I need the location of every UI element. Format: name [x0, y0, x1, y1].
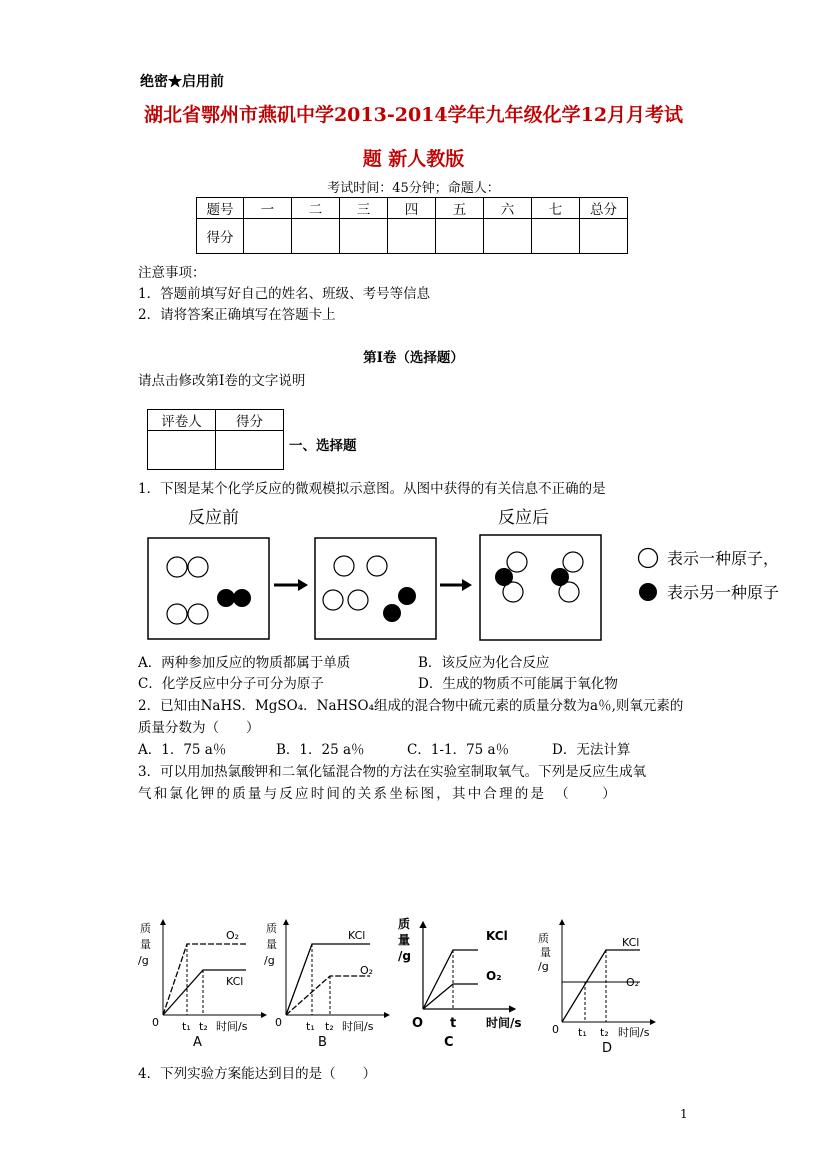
white-atom — [507, 552, 527, 572]
score-cell — [388, 219, 436, 254]
white-atom — [188, 557, 208, 577]
score-header: 三 — [340, 198, 388, 219]
t1-label: t₁ — [578, 1026, 587, 1039]
y-axis-label: 质 — [398, 917, 411, 931]
page-number: 1 — [680, 1107, 688, 1121]
black-atom — [551, 568, 569, 586]
q2-stem-line1: 2．已知由NaHS．MgSO₄．NaHSO₄组成的混合物中硫元素的质量分数为a％,则氧元素的 — [138, 698, 684, 714]
score-cell — [292, 219, 340, 254]
exam-title-line1: 湖北省鄂州市燕矶中学2013-2014学年九年级化学12月月考试 — [143, 104, 684, 126]
t2-label: t₂ — [325, 1020, 334, 1033]
graph-a — [138, 920, 266, 1050]
t1-label: t₁ — [182, 1020, 191, 1033]
graph-letter: A — [193, 1035, 202, 1050]
legend-black-atom — [639, 583, 657, 601]
score-cell — [436, 219, 484, 254]
x-axis-label: 时间/s — [216, 1020, 248, 1033]
graph-c — [398, 916, 522, 1050]
score-header: 五 — [436, 198, 484, 219]
score-header: 六 — [484, 198, 532, 219]
series-label-bottom: KCl — [226, 975, 244, 988]
origin-label: 0 — [152, 1016, 159, 1029]
q2-option-b: B．1．25 a％ — [276, 742, 365, 758]
q2-option-a: A．1．75 a％ — [138, 742, 227, 758]
q1-stem: 1．下图是某个化学反应的微观模拟示意图。从图中获得的有关信息不正确的是 — [138, 481, 606, 497]
graph-letter: B — [318, 1035, 327, 1050]
x-axis-label: 时间/s — [618, 1026, 650, 1039]
white-atom — [367, 556, 387, 576]
y-axis-label: 量 — [140, 938, 151, 951]
q1-option-a: A．两种参加反应的物质都属于单质 — [138, 655, 351, 671]
score-header: 一 — [244, 198, 292, 219]
y-axis-label: 质 — [538, 932, 549, 945]
y-axis-label: 量 — [398, 933, 411, 947]
origin-label: 0 — [275, 1016, 282, 1029]
legend-white-text: 表示一种原子， — [667, 549, 780, 568]
series-label-top: KCl — [348, 929, 366, 942]
series-label-top: KCl — [622, 936, 640, 949]
series-label-bottom: O₂ — [486, 969, 502, 983]
y-axis-label: /g — [138, 954, 149, 967]
section-title: 第I卷（选择题） — [363, 350, 464, 366]
middle-box — [315, 538, 436, 639]
score-cell — [484, 219, 532, 254]
white-atom — [348, 590, 368, 610]
y-axis-label: /g — [538, 960, 549, 973]
series-label-bottom: O₂ — [626, 976, 640, 989]
q3-graphs — [130, 912, 670, 1057]
before-box — [148, 538, 269, 639]
grader-header: 得分 — [216, 410, 284, 431]
x-axis-label: 时间/s — [342, 1020, 374, 1033]
q1-option-d: D．生成的物质不可能属于氧化物 — [418, 676, 618, 692]
t2-label: t₂ — [600, 1026, 609, 1039]
note-item: 1．答题前填写好自己的姓名、班级、考号等信息 — [138, 286, 431, 302]
grader-table — [147, 409, 284, 470]
white-atom — [167, 604, 187, 624]
score-header: 七 — [532, 198, 580, 219]
white-atom — [563, 552, 583, 572]
arrow-icon — [462, 579, 472, 591]
score-header: 总分 — [580, 198, 628, 219]
score-row-label: 得分 — [197, 219, 244, 254]
y-axis-label: 量 — [266, 938, 277, 951]
origin-label: O — [412, 1016, 424, 1031]
q2-stem-line2: 质量分数为（ ） — [138, 720, 260, 736]
section-note: 请点击修改第I卷的文字说明 — [138, 373, 306, 389]
y-axis-label: 量 — [540, 946, 551, 959]
black-atom — [495, 568, 513, 586]
white-atom — [188, 604, 208, 624]
t-label: t — [450, 1016, 457, 1031]
score-header: 题号 — [197, 198, 244, 219]
graph-b — [264, 920, 389, 1050]
before-label: 反应前 — [188, 508, 239, 528]
score-header: 四 — [388, 198, 436, 219]
q1-option-c: C．化学反应中分子可分为原子 — [138, 676, 324, 692]
note-item: 2．请将答案正确填写在答题卡上 — [138, 307, 336, 323]
series-label-bottom: O₂ — [360, 964, 374, 977]
secret-label: 绝密★启用前 — [140, 74, 224, 90]
q4-stem: 4．下列实验方案能达到目的是（ ） — [138, 1066, 377, 1082]
grader-cell — [216, 431, 284, 470]
t1-label: t₁ — [306, 1020, 315, 1033]
score-cell — [244, 219, 292, 254]
q1-option-b: B．该反应为化合反应 — [418, 655, 550, 671]
q3-stem-line1: 3．可以用加热氯酸钾和二氧化锰混合物的方法在实验室制取氧气。下列是反应生成氧 — [138, 764, 647, 780]
white-atom — [334, 556, 354, 576]
score-cell — [580, 219, 628, 254]
legend-black-text: 表示另一种原子 — [667, 583, 780, 602]
black-atom — [398, 587, 416, 605]
after-box — [480, 535, 601, 640]
score-cell — [340, 219, 388, 254]
y-axis-label: 质 — [266, 922, 277, 935]
o2-line — [423, 984, 478, 1009]
q3-stem-line2: 气和氯化钾的质量与反应时间的关系坐标图，其中合理的是 （ ） — [138, 786, 618, 802]
white-atom — [167, 557, 187, 577]
legend-white-atom — [639, 549, 658, 568]
black-atom — [383, 604, 401, 622]
question-type: 一、选择题 — [289, 438, 357, 454]
arrow-icon — [298, 579, 308, 591]
origin-label: 0 — [552, 1023, 559, 1036]
grader-cell — [148, 431, 216, 470]
score-header: 二 — [292, 198, 340, 219]
graph-letter: D — [602, 1041, 613, 1056]
graph-letter: C — [444, 1035, 454, 1050]
t2-label: t₂ — [199, 1020, 208, 1033]
black-atom — [217, 589, 235, 607]
score-table — [196, 197, 628, 254]
y-axis-label: /g — [264, 954, 275, 967]
q2-option-d: D．无法计算 — [552, 742, 631, 758]
exam-info: 考试时间：45分钟；命题人： — [327, 181, 500, 196]
after-label: 反应后 — [498, 508, 549, 528]
q2-option-c: C．1-1．75 a％ — [407, 742, 510, 758]
black-atom — [233, 589, 251, 607]
exam-title-line2: 题 新人教版 — [362, 148, 465, 170]
series-label-top: O₂ — [226, 929, 240, 942]
kcl-line — [423, 950, 478, 1009]
y-axis-label: /g — [398, 949, 411, 963]
y-axis-label: 质 — [140, 922, 151, 935]
x-axis-label: 时间/s — [486, 1016, 522, 1030]
series-label-top: KCl — [486, 929, 508, 943]
graph-d — [538, 920, 655, 1056]
white-atom — [323, 590, 343, 610]
notes-heading: 注意事项： — [138, 265, 206, 281]
score-cell — [532, 219, 580, 254]
grader-header: 评卷人 — [148, 410, 216, 431]
reaction-diagram — [140, 500, 820, 645]
